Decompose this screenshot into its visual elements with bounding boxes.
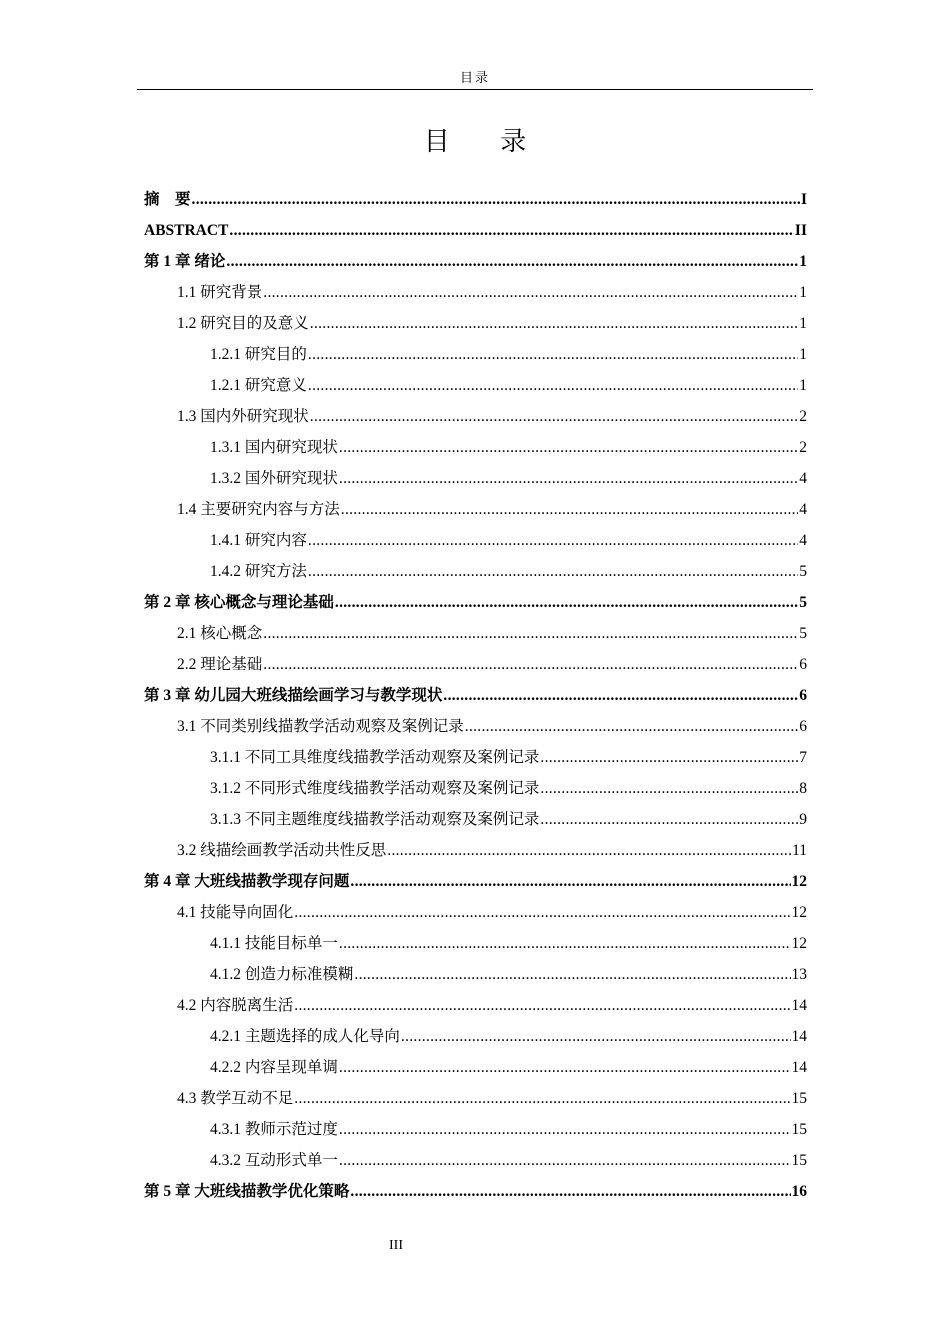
toc-entry-label: 1.2.1 研究目的 xyxy=(210,346,307,363)
dot-leader xyxy=(354,959,790,990)
toc-entry-label: 4.2 内容脱离生活 xyxy=(177,997,294,1014)
toc-entry-label: 1.1 研究背景 xyxy=(177,284,263,301)
toc-entry-page: 2 xyxy=(799,408,807,425)
toc-entry-page: 14 xyxy=(791,1059,807,1076)
toc-entry[interactable] xyxy=(144,1176,807,1207)
toc-entry[interactable] xyxy=(144,711,807,742)
toc-entry[interactable] xyxy=(144,835,807,866)
toc-entry[interactable] xyxy=(144,680,807,711)
toc-entry-page: 4 xyxy=(799,470,807,487)
dot-leader xyxy=(339,432,798,463)
toc-entry-label: 3.1 不同类别线描教学活动观察及案例记录 xyxy=(177,718,464,735)
dot-leader xyxy=(308,370,798,401)
toc-entry-label: 第 5 章 大班线描教学优化策略 xyxy=(144,1183,350,1200)
toc-entry-page: 5 xyxy=(799,594,807,611)
toc-entry-label: 4.1 技能导向固化 xyxy=(177,904,294,921)
toc-entry-label: 1.4.1 研究内容 xyxy=(210,532,307,549)
toc-entry-label: 1.2.1 研究意义 xyxy=(210,377,307,394)
toc-entry-page: 8 xyxy=(799,780,807,797)
toc-entry[interactable] xyxy=(144,339,807,370)
dot-leader xyxy=(308,525,798,556)
toc-entry-page: 1 xyxy=(799,315,807,332)
toc-entry-page: 6 xyxy=(799,718,807,735)
toc-entry-page: I xyxy=(800,191,807,208)
toc-entry[interactable] xyxy=(144,525,807,556)
toc-entry[interactable] xyxy=(144,184,807,215)
toc-entry-label: 1.4 主要研究内容与方法 xyxy=(177,501,340,518)
toc-entry-page: 13 xyxy=(791,966,807,983)
toc-entry[interactable] xyxy=(144,401,807,432)
toc-entry-page: 1 xyxy=(799,284,807,301)
dot-leader xyxy=(339,928,791,959)
dot-leader xyxy=(540,742,798,773)
dot-leader xyxy=(339,1052,791,1083)
toc-entry-page: 6 xyxy=(799,656,807,673)
toc-entry[interactable] xyxy=(144,773,807,804)
dot-leader xyxy=(401,1021,791,1052)
toc-entry-label: 第 2 章 核心概念与理论基础 xyxy=(144,594,334,611)
toc-entry[interactable] xyxy=(144,618,807,649)
dot-leader xyxy=(339,463,798,494)
dot-leader xyxy=(335,587,798,618)
toc-entry-page: 1 xyxy=(799,377,807,394)
toc-entry[interactable] xyxy=(144,277,807,308)
toc-entry-label: 1.3.2 国外研究现状 xyxy=(210,470,338,487)
dot-leader xyxy=(443,680,798,711)
toc-entry[interactable] xyxy=(144,897,807,928)
toc-entry-label: 2.2 理论基础 xyxy=(177,656,263,673)
toc-entry[interactable] xyxy=(144,463,807,494)
toc-entry[interactable] xyxy=(144,215,807,246)
dot-leader xyxy=(350,1176,790,1207)
toc-entry-page: 5 xyxy=(799,625,807,642)
dot-leader xyxy=(229,215,794,246)
toc-entry[interactable] xyxy=(144,1145,807,1176)
dot-leader xyxy=(294,990,790,1021)
toc-entry-page: 9 xyxy=(799,811,807,828)
page-number: III xyxy=(389,1238,403,1253)
dot-leader xyxy=(339,1145,791,1176)
dot-leader xyxy=(465,711,798,742)
toc-entry[interactable] xyxy=(144,928,807,959)
toc-entry-label: 摘 要 xyxy=(144,191,191,208)
running-header: 目录 xyxy=(459,70,490,85)
toc-entry[interactable] xyxy=(144,308,807,339)
dot-leader xyxy=(387,835,791,866)
toc-entry[interactable] xyxy=(144,246,807,277)
table-of-contents xyxy=(144,184,807,1207)
dot-leader xyxy=(540,773,798,804)
toc-entry-label: 1.3.1 国内研究现状 xyxy=(210,439,338,456)
toc-entry[interactable] xyxy=(144,742,807,773)
toc-entry-label: 3.1.1 不同工具维度线描教学活动观察及案例记录 xyxy=(210,749,540,766)
dot-leader xyxy=(226,246,798,277)
toc-entry-page: 5 xyxy=(799,563,807,580)
toc-entry-label: 3.1.2 不同形式维度线描教学活动观察及案例记录 xyxy=(210,780,540,797)
toc-entry-page: 15 xyxy=(791,1152,807,1169)
toc-entry-page: 4 xyxy=(799,501,807,518)
header-rule xyxy=(137,89,813,90)
toc-entry-label: 1.2 研究目的及意义 xyxy=(177,315,309,332)
toc-entry[interactable] xyxy=(144,866,807,897)
toc-entry-label: 1.4.2 研究方法 xyxy=(210,563,307,580)
dot-leader xyxy=(294,897,790,928)
dot-leader xyxy=(308,556,798,587)
toc-entry[interactable] xyxy=(144,804,807,835)
toc-entry-label: 1.3 国内外研究现状 xyxy=(177,408,309,425)
toc-entry[interactable] xyxy=(144,1021,807,1052)
toc-entry-page: 7 xyxy=(799,749,807,766)
dot-leader xyxy=(192,184,800,215)
toc-entry[interactable] xyxy=(144,959,807,990)
toc-entry-page: 2 xyxy=(799,439,807,456)
toc-entry-page: 11 xyxy=(792,842,807,859)
toc-entry[interactable] xyxy=(144,990,807,1021)
dot-leader xyxy=(350,866,790,897)
dot-leader xyxy=(310,401,798,432)
toc-entry-page: 14 xyxy=(791,1028,807,1045)
dot-leader xyxy=(263,649,798,680)
toc-entry-label: 3.2 线描绘画教学活动共性反思 xyxy=(177,842,387,859)
toc-entry[interactable] xyxy=(144,1083,807,1114)
dot-leader xyxy=(263,277,798,308)
toc-entry[interactable] xyxy=(144,587,807,618)
toc-entry-page: 15 xyxy=(791,1090,807,1107)
toc-entry-label: 3.1.3 不同主题维度线描教学活动观察及案例记录 xyxy=(210,811,540,828)
dot-leader xyxy=(339,1114,791,1145)
toc-entry[interactable] xyxy=(144,432,807,463)
toc-entry-label: 4.1.2 创造力标准模糊 xyxy=(210,966,354,983)
toc-entry-label: 第 4 章 大班线描教学现存问题 xyxy=(144,873,350,890)
toc-entry[interactable] xyxy=(144,556,807,587)
toc-entry-label: 4.2.1 主题选择的成人化导向 xyxy=(210,1028,400,1045)
toc-entry-page: 16 xyxy=(791,1183,807,1200)
dot-leader xyxy=(310,308,798,339)
toc-entry-page: 12 xyxy=(791,935,807,952)
toc-entry-label: 4.3.2 互动形式单一 xyxy=(210,1152,338,1169)
dot-leader xyxy=(540,804,798,835)
toc-entry-label: ABSTRACT xyxy=(144,222,229,239)
toc-entry-page: II xyxy=(794,222,807,239)
dot-leader xyxy=(294,1083,790,1114)
dot-leader xyxy=(263,618,798,649)
toc-entry-label: 4.1.1 技能目标单一 xyxy=(210,935,338,952)
toc-entry-label: 2.1 核心概念 xyxy=(177,625,263,642)
toc-entry-page: 14 xyxy=(791,997,807,1014)
toc-entry-label: 第 1 章 绪论 xyxy=(144,253,226,270)
toc-entry-page: 4 xyxy=(799,532,807,549)
toc-entry-label: 4.3.1 教师示范过度 xyxy=(210,1121,338,1138)
toc-entry-label: 第 3 章 幼儿园大班线描绘画学习与教学现状 xyxy=(144,687,443,704)
toc-entry[interactable] xyxy=(144,370,807,401)
toc-title: 目 录 xyxy=(423,127,549,156)
toc-entry-page: 15 xyxy=(791,1121,807,1138)
toc-entry[interactable] xyxy=(144,494,807,525)
toc-entry[interactable] xyxy=(144,1114,807,1145)
toc-entry-label: 4.3 教学互动不足 xyxy=(177,1090,294,1107)
toc-entry-label: 4.2.2 内容呈现单调 xyxy=(210,1059,338,1076)
toc-entry-page: 6 xyxy=(799,687,807,704)
toc-entry-page: 1 xyxy=(799,253,807,270)
toc-entry[interactable] xyxy=(144,1052,807,1083)
dot-leader xyxy=(308,339,798,370)
toc-entry-page: 12 xyxy=(791,904,807,921)
dot-leader xyxy=(341,494,798,525)
toc-entry-page: 12 xyxy=(791,873,807,890)
toc-entry-page: 1 xyxy=(799,346,807,363)
toc-entry[interactable] xyxy=(144,649,807,680)
